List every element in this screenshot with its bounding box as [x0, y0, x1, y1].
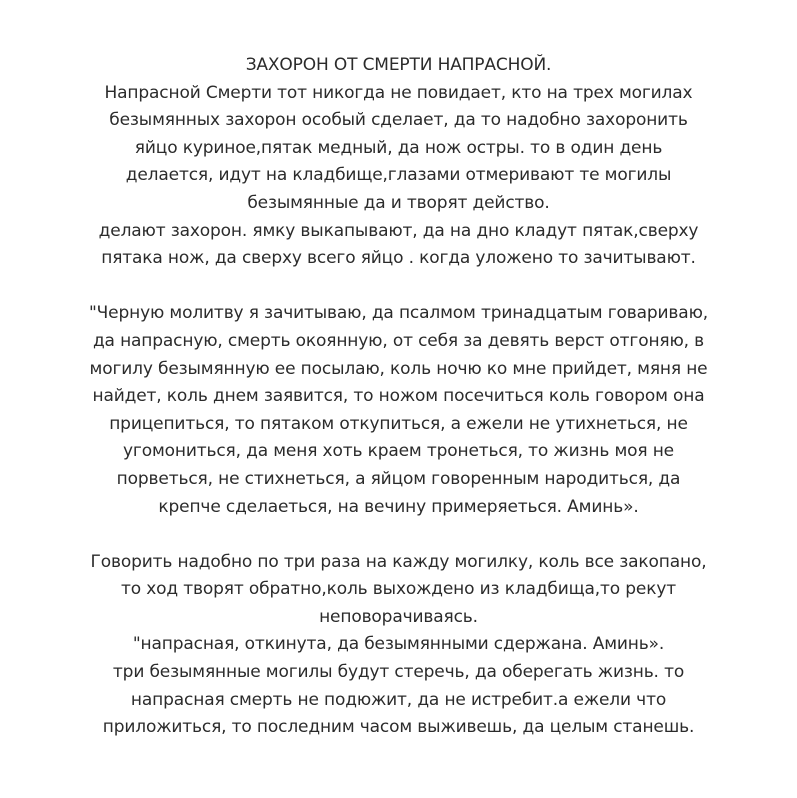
prayer-line: прицепиться, то пятаком откупиться, а ежели не утихнеться, не — [109, 413, 688, 434]
document-title: ЗАХОРОН ОТ СМЕРТИ НАПРАСНОЙ. — [245, 55, 552, 75]
text-line: приложиться, то последним часом выживешь, да целым станешь. — [102, 717, 695, 738]
paragraph-spacer — [22, 273, 775, 301]
text-line: пятака нож, да сверху всего яйцо . когда уложено то зачитывают. — [101, 248, 696, 269]
text-line: безымянные да и творят действо. — [247, 192, 550, 213]
text-line: безымянных захорон особый сделает, да то надобно захоронить — [109, 110, 688, 131]
text-line: напрасная смерть не подюжит, да не истребит.а ежели что — [130, 689, 667, 710]
text-line: неповорачиваясь. — [319, 606, 478, 627]
prayer-line: угомониться, да меня хоть краем тронеться, то жизнь моя не — [123, 441, 674, 462]
paragraph-spacer — [22, 521, 775, 549]
text-line: Напрасной Смерти тот никогда не повидает, кто на трех могилах — [104, 82, 693, 103]
prayer-line: "Черную молитву я зачитываю, да псалмом тринадцатым говариваю, — [88, 303, 708, 324]
prayer-line: найдет, коль днем заявится, то ножом посечиться коль говором она — [92, 386, 705, 407]
prayer-line: могилу безымянную ее посылаю, коль ночю ко мне прийдет, мяня не — [89, 358, 708, 379]
prayer-line: да напрасную, смерть окоянную, от себя за девять верст отгоняю, в — [92, 330, 705, 351]
prayer-line: порветься, не стихнеться, а яйцом говоренным народиться, да — [116, 468, 681, 489]
text-line: яйцо куриное,пятак медный, да нож остры. то в один день — [134, 137, 663, 158]
text-line: делается, идут на кладбище,глазами отмеривают те могилы — [125, 165, 672, 186]
text-line: Говорить надобно по три раза на кажду могилку, коль все закопано, — [90, 551, 707, 572]
prayer-line: крепче сделаеться, на вечину примеряеться. Аминь». — [158, 496, 639, 517]
document-text — [22, 52, 775, 742]
text-line: делают захорон. ямку выкапывают, да на дно кладут пятак,сверху — [98, 220, 699, 241]
text-line: то ход творят обратно,коль выхождено из кладбища,то рекут — [121, 579, 676, 600]
text-line: три безымянные могилы будут стеречь, да оберегать жизнь. то — [112, 662, 685, 683]
text-line: "напрасная, откинута, да безымянными сдержана. Аминь». — [132, 634, 665, 655]
